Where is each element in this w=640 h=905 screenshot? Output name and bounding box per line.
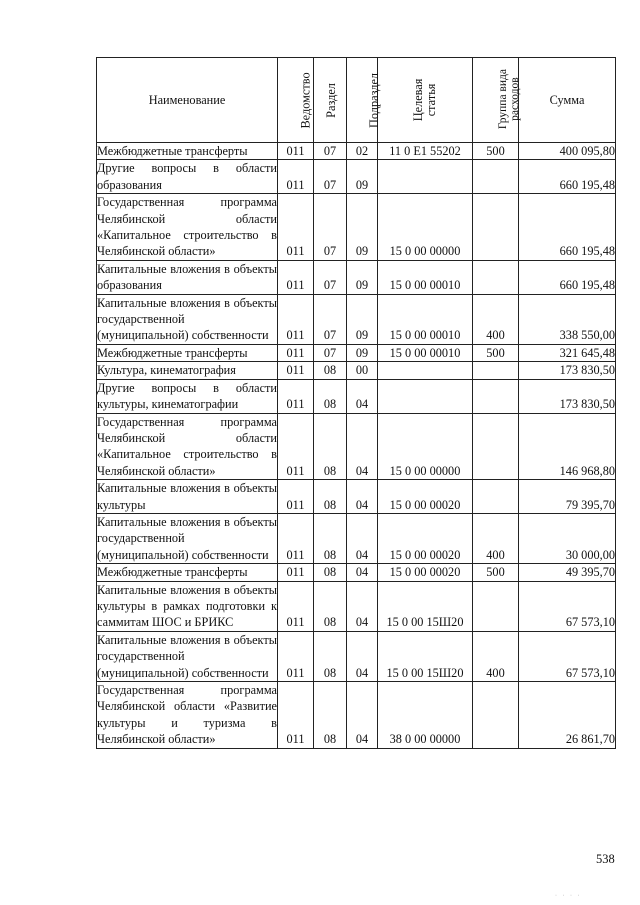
- table-row: [97, 480, 616, 514]
- table-row: [97, 379, 616, 413]
- header-target: [378, 58, 473, 143]
- row-section: 07: [314, 294, 347, 344]
- row-name: Межбюджетные трансферты: [97, 143, 278, 160]
- row-target: 15 0 00 00020: [378, 513, 473, 563]
- row-dept: 011: [278, 260, 314, 294]
- row-dept: 011: [278, 581, 314, 631]
- row-section: 07: [314, 194, 347, 261]
- row-sum: 660 195,48: [519, 194, 616, 261]
- header-sum: [519, 58, 616, 143]
- row-section: 08: [314, 564, 347, 581]
- row-name: Культура, кинематография: [97, 362, 278, 379]
- row-section: 08: [314, 413, 347, 480]
- row-group: 400: [473, 631, 519, 681]
- row-sum: 67 573,10: [519, 581, 616, 631]
- row-sum: 173 830,50: [519, 362, 616, 379]
- table-row: [97, 194, 616, 261]
- row-name: Капитальные вложения в объекты культуры: [97, 481, 277, 512]
- row-sum: 660 195,48: [519, 160, 616, 194]
- header-dept: [278, 58, 314, 143]
- row-name: Межбюджетные трансферты: [97, 344, 278, 361]
- table-row: [97, 513, 616, 563]
- row-section: 08: [314, 631, 347, 681]
- row-name: Капитальные вложения в объекты государственной (муниципальной) собственности: [97, 514, 277, 562]
- row-target: 15 0 00 00010: [378, 294, 473, 344]
- table-row: [97, 682, 616, 749]
- row-target: [378, 379, 473, 413]
- row-group: [473, 379, 519, 413]
- row-target: 15 0 00 15Ш20: [378, 581, 473, 631]
- row-name: Государственная программа Челябинской области «Капитальное строительство в Челябинской области»: [97, 195, 277, 259]
- row-subsection: 04: [347, 581, 378, 631]
- table-row: [97, 143, 616, 160]
- table-row: [97, 294, 616, 344]
- table-row: [97, 260, 616, 294]
- header-sum-text: Сумма: [549, 92, 585, 107]
- header-dept-text: Ведомство: [298, 71, 313, 129]
- row-group: [473, 194, 519, 261]
- row-name: Другие вопросы в области культуры, кинематографии: [97, 380, 277, 412]
- row-subsection: 02: [347, 143, 378, 160]
- row-target: 11 0 Е1 55202: [378, 143, 473, 160]
- row-subsection: 09: [347, 160, 378, 194]
- row-section: 07: [314, 344, 347, 361]
- row-sum: 67 573,10: [519, 631, 616, 681]
- row-name: Межбюджетные трансферты: [97, 564, 278, 581]
- row-target: 38 0 00 00000: [378, 682, 473, 749]
- header-name-text: Наименование: [148, 92, 226, 107]
- row-subsection: 09: [347, 344, 378, 361]
- row-subsection: 04: [347, 631, 378, 681]
- row-target: [378, 362, 473, 379]
- table-row: [97, 160, 616, 194]
- header-name: [97, 58, 278, 143]
- row-sum: 338 550,00: [519, 294, 616, 344]
- row-name: Капитальные вложения в объекты государственной (муниципальной) собственности: [97, 632, 277, 680]
- row-group: [473, 362, 519, 379]
- row-target: 15 0 00 00010: [378, 344, 473, 361]
- row-dept: 011: [278, 682, 314, 749]
- scan-artifact-dots: · · · ·: [555, 893, 582, 899]
- row-dept: 011: [278, 564, 314, 581]
- row-section: 08: [314, 362, 347, 379]
- row-sum: 173 830,50: [519, 379, 616, 413]
- header-section: [314, 58, 347, 143]
- row-group: [473, 581, 519, 631]
- table-row: [97, 564, 616, 581]
- table-row: [97, 631, 616, 681]
- row-section: 07: [314, 160, 347, 194]
- row-subsection: 04: [347, 682, 378, 749]
- row-name: Государственная программа Челябинской области «Капитальное строительство в Челябинской области»: [97, 414, 277, 478]
- row-group: [473, 260, 519, 294]
- row-subsection: 09: [347, 194, 378, 261]
- row-target: 15 0 00 15Ш20: [378, 631, 473, 681]
- row-name: Капитальные вложения в объекты образования: [97, 261, 277, 293]
- table-row: [97, 581, 616, 631]
- header-row: [97, 58, 616, 143]
- row-group: [473, 480, 519, 514]
- row-section: 08: [314, 682, 347, 749]
- table-row: [97, 362, 616, 379]
- row-section: 07: [314, 260, 347, 294]
- row-name: Другие вопросы в области образования: [97, 161, 277, 192]
- row-target: 15 0 00 00000: [378, 413, 473, 480]
- row-subsection: 09: [347, 260, 378, 294]
- row-sum: 49 395,70: [519, 564, 616, 581]
- row-dept: 011: [278, 413, 314, 480]
- row-sum: 146 968,80: [519, 413, 616, 480]
- row-name: Капитальные вложения в объекты культуры в рамках подготовки к саммитам ШОС и БРИКС: [97, 582, 277, 630]
- row-dept: 011: [278, 379, 314, 413]
- header-target-text: Целевая статья: [411, 78, 438, 121]
- row-group: 400: [473, 513, 519, 563]
- row-name: Государственная программа Челябинской области «Развитие культуры и туризма в Челябинской области»: [97, 683, 277, 747]
- row-target: 15 0 00 00020: [378, 564, 473, 581]
- row-target: [378, 160, 473, 194]
- row-sum: 30 000,00: [519, 513, 616, 563]
- row-subsection: 04: [347, 480, 378, 514]
- row-section: 08: [314, 480, 347, 514]
- row-group: 500: [473, 344, 519, 361]
- row-subsection: 04: [347, 413, 378, 480]
- row-dept: 011: [278, 294, 314, 344]
- row-group: 500: [473, 143, 519, 160]
- row-target: 15 0 00 00010: [378, 260, 473, 294]
- row-section: 07: [314, 143, 347, 160]
- row-dept: 011: [278, 344, 314, 361]
- header-group-text: Группа вида расходов: [496, 69, 521, 130]
- table-row: [97, 344, 616, 361]
- row-target: 15 0 00 00000: [378, 194, 473, 261]
- row-subsection: 04: [347, 564, 378, 581]
- row-group: 500: [473, 564, 519, 581]
- row-group: 400: [473, 294, 519, 344]
- budget-table: [96, 57, 616, 749]
- row-group: [473, 413, 519, 480]
- row-name: Капитальные вложения в объекты государственной (муниципальной) собственности: [97, 295, 277, 343]
- row-dept: 011: [278, 194, 314, 261]
- row-subsection: 04: [347, 379, 378, 413]
- row-dept: 011: [278, 513, 314, 563]
- row-sum: 26 861,70: [519, 682, 616, 749]
- row-sum: 321 645,48: [519, 344, 616, 361]
- row-dept: 011: [278, 143, 314, 160]
- header-subsection: [347, 58, 382, 143]
- row-target: 15 0 00 00020: [378, 480, 473, 514]
- row-subsection: 00: [347, 362, 378, 379]
- row-dept: 011: [278, 362, 314, 379]
- header-section-text: Раздел: [323, 82, 338, 118]
- row-dept: 011: [278, 160, 314, 194]
- header-subsection-text: Подраздел: [367, 72, 382, 128]
- page-number: 538: [596, 852, 615, 866]
- row-section: 08: [314, 379, 347, 413]
- row-subsection: 04: [347, 513, 378, 563]
- table-row: [97, 413, 616, 480]
- row-group: [473, 682, 519, 749]
- row-dept: 011: [278, 480, 314, 514]
- row-group: [473, 160, 519, 194]
- row-sum: 660 195,48: [519, 260, 616, 294]
- row-sum: 79 395,70: [519, 480, 616, 514]
- row-section: 08: [314, 513, 347, 563]
- row-dept: 011: [278, 631, 314, 681]
- row-section: 08: [314, 581, 347, 631]
- header-group: [473, 58, 519, 143]
- row-subsection: 09: [347, 294, 378, 344]
- row-sum: 400 095,80: [519, 143, 616, 160]
